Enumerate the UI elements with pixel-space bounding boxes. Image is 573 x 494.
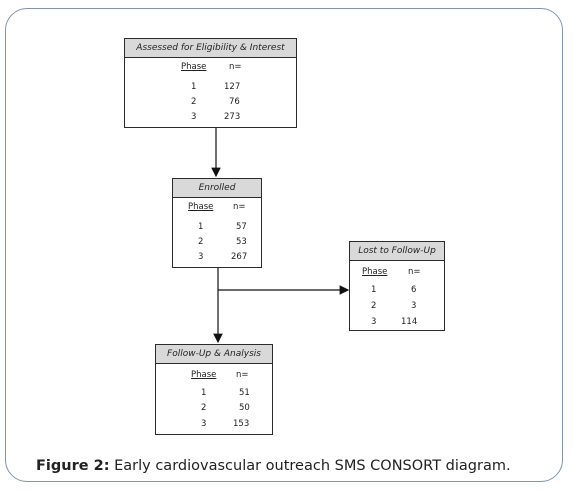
enrolled-col-n: n=	[233, 202, 246, 212]
assessed-table	[125, 57, 298, 127]
lost-n-3: 114	[401, 317, 418, 327]
followup-title: Follow-Up & Analysis	[156, 345, 272, 364]
followup-box	[155, 344, 273, 435]
figure-caption	[36, 458, 511, 474]
assessed-phase-1: 1	[191, 82, 197, 92]
assessed-n-3: 273	[224, 112, 241, 122]
caption-label: Figure 2:	[36, 458, 110, 474]
lost-table	[350, 260, 446, 330]
enrolled-n-2: 53	[236, 237, 247, 247]
followup-phase-1: 1	[201, 388, 207, 398]
lost-phase-3: 3	[371, 317, 377, 327]
enrolled-n-1: 57	[236, 222, 247, 232]
assessed-col-phase: Phase	[181, 62, 207, 72]
lost-phase-2: 2	[371, 301, 377, 311]
lost-title: Lost to Follow-Up	[350, 242, 444, 261]
lost-box	[349, 241, 445, 331]
followup-col-n: n=	[236, 370, 249, 380]
caption-text: Early cardiovascular outreach SMS CONSORT diagram.	[114, 458, 511, 474]
followup-n-2: 50	[239, 403, 250, 413]
assessed-phase-3: 3	[191, 112, 197, 122]
lost-n-2: 3	[411, 301, 417, 311]
enrolled-phase-2: 2	[198, 237, 204, 247]
lost-n-1: 6	[411, 285, 417, 295]
enrolled-phase-3: 3	[198, 252, 204, 262]
enrolled-table	[173, 197, 263, 267]
enrolled-col-phase: Phase	[188, 202, 214, 212]
lost-col-phase: Phase	[362, 267, 388, 277]
lost-phase-1: 1	[371, 285, 377, 295]
followup-table	[156, 363, 274, 434]
assessed-n-1: 127	[224, 82, 241, 92]
enrolled-box	[172, 178, 262, 268]
followup-phase-3: 3	[201, 419, 207, 429]
enrolled-phase-1: 1	[198, 222, 204, 232]
enrolled-title: Enrolled	[173, 179, 261, 198]
followup-phase-2: 2	[201, 403, 207, 413]
assessed-title: Assessed for Eligibility & Interest	[125, 39, 296, 58]
followup-n-1: 51	[239, 388, 250, 398]
followup-col-phase: Phase	[191, 370, 217, 380]
assessed-phase-2: 2	[191, 97, 197, 107]
lost-col-n: n=	[408, 267, 421, 277]
enrolled-n-3: 267	[231, 252, 248, 262]
assessed-box	[124, 38, 297, 128]
assessed-col-n: n=	[229, 62, 242, 72]
followup-n-3: 153	[233, 419, 250, 429]
assessed-n-2: 76	[229, 97, 240, 107]
